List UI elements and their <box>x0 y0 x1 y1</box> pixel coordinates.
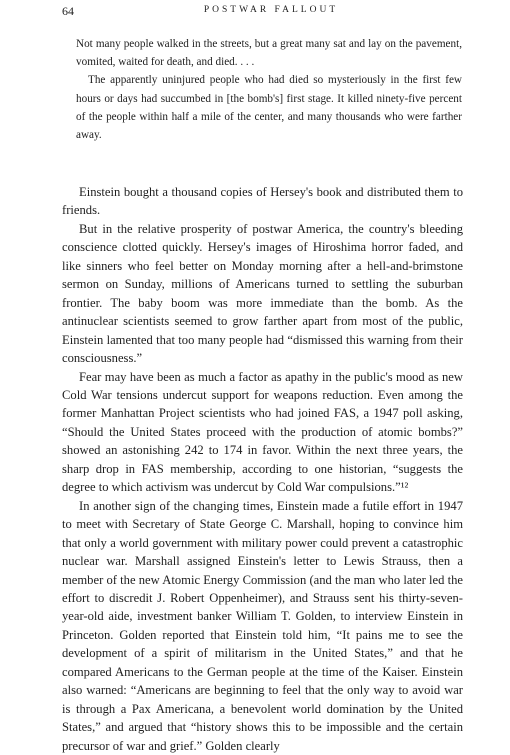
running-head <box>62 4 480 20</box>
body-paragraph-1: Einstein bought a thousand copies of Hersey's book and distributed them to friends. <box>62 185 463 218</box>
body-paragraph-4: In another sign of the changing times, Einstein made a futile effort in 1947 to meet with Secretary of State George C. Marshall, hoping to convince him that only a world government with military power could prevent a catastrophic nuclear war. Marshall assigned Einstein's letter to Lewis Strauss, then a member of the new Atomic Energy Commission (and the man who later led the effort to discredit J. Robert Oppenheimer), and Strauss sent his thirty-seven-year-old aide, investment banker William T. Golden, to interview Einstein in Princeton. Golden reported that Einstein told him, “It pains me to see the development of a spirit of militarism in the United States,” and that he compared Americans to the German people at the time of the Kaiser. Einstein also warned: “Americans are beginning to feel that the only way to avoid war is through a Pax Americana, a benevolent world domination by the United States,” and argued that “history shows this to be impossible and the certain precursor of war and grief.” Golden clearly <box>62 498 463 753</box>
quote-paragraph-1: Not many people walked in the streets, but a great many sat and lay on the pavement, vomited, waited for death, and died. . . . <box>76 38 462 69</box>
quote-paragraph-2: The apparently uninjured people who had died so mysteriously in the first few hours or days had succumbed in [the bomb's] first stage. It killed ninety-five percent of the people within half a mile of the center, and many thousands who were farther away. <box>76 74 462 142</box>
block-quote <box>62 35 462 144</box>
page-number: 64 <box>62 4 74 18</box>
running-title: POSTWAR FALLOUT <box>203 5 339 15</box>
body-paragraph-2: But in the relative prosperity of postwar America, the country's bleeding conscience clotted quickly. Hersey's images of Hiroshima horror faded, and like sinners who feel better on Monday morning after a hell-and-brimstone sermon on Sunday, millions of Americans turned to settling the suburban frontier. The baby boom was more immediate than the bomb. As the antinuclear scientists seemed to grow farther apart from most of the public, Einstein lamented that too many people had “dismissed this warning from their consciousness.” <box>62 221 463 366</box>
body-paragraph-3: Fear may have been as much a factor as apathy in the public's mood as new Cold War tensions undercut support for weapons reduction. Even among the former Manhattan Project scientists who had joined FAS, a 1947 poll asking, “Should the United States proceed with the production of atomic bombs?” showed an astonishing 242 to 174 in favor. Within the next three years, the sharp drop in FAS membership, according to one historian, “suggests the degree to which activism was undercut by Cold War compulsions.”¹² <box>62 369 463 495</box>
body-text <box>62 183 463 755</box>
